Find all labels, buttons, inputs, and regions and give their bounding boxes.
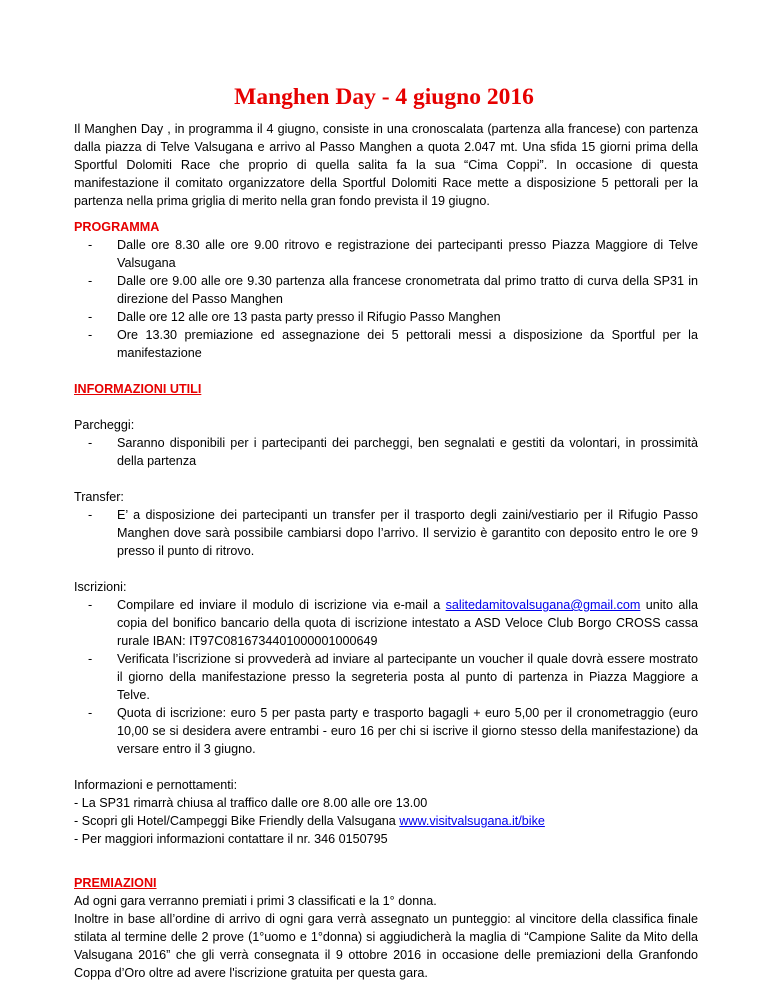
premiazioni-paragraph: Inoltre in base all’ordine di arrivo di ogni gara verrà assegnato un punteggio: al vincitore della classifica finale stilata al termine delle 2 prove (1°uomo e 1°donna) si aggiudicherà la maglia di “Campione Salite da Mito della Valsugana 2016” che gli verrà consegnata il 9 ottobre 2016 in occasione delle premiazioni della Granfondo Coppa d’Oro oltre ad avere l'iscrizione gratuita per questa gara. <box>74 912 698 980</box>
programma-item-text: Ore 13.30 premiazione ed assegnazione dei 5 pettorali messi a disposizione da Sportful per la manifestazione <box>117 328 698 360</box>
transfer-item: - E’ a disposizione dei partecipanti un transfer per il trasporto degli zaini/vestiario per il Rifugio Passo Manghen dove sarà possibile cambiarsi dopo l’arrivo. Il servizio è garantito con deposito entro le ore 9 presso il punto di ritrovo. <box>88 508 698 558</box>
transfer-item-text: E’ a disposizione dei partecipanti un transfer per il trasporto degli zaini/vestiario per il Rifugio Passo Manghen dove sarà possibile cambiarsi dopo l’arrivo. Il servizio è garantito con deposito entro le ore 9 presso il punto di ritrovo. <box>117 508 698 558</box>
pernott-line-1: - La SP31 rimarrà chiusa al traffico dalle ore 8.00 alle ore 13.00 <box>74 796 428 810</box>
premiazioni-heading: PREMIAZIONI <box>74 876 157 890</box>
transfer-label: Transfer: <box>74 490 124 504</box>
iscrizioni-item: - Compilare ed inviare il modulo di iscrizione via e-mail a salitedamitovalsugana@gmail.com unito alla copia del bonifico bancario della quota di iscrizione intestato a ASD Veloce Club Borgo CROSS cassa rurale IBAN: IT97C0816734401000001000649 <box>88 598 699 648</box>
pernott-label: Informazioni e pernottamenti: <box>74 778 238 792</box>
parcheggi-item-text: Saranno disponibili per i partecipanti dei parcheggi, ben segnalati e gestiti da volontari, in prossimità della partenza <box>117 436 698 468</box>
premiazioni-line-1: Ad ogni gara verranno premiati i primi 3 classificati e la 1° donna. <box>74 894 437 908</box>
iscrizioni-item-text: Quota di iscrizione: euro 5 per pasta party e trasporto bagagli + euro 5,00 per il cronometraggio (euro 10,00 se si desidera avere entrambi - euro 16 per chi si iscrive il giorno stesso della manifestazione) da versare entro il 3 giugno. <box>117 706 698 756</box>
iscrizioni-text-b: unito alla copia del bonifico bancario della quota di iscrizione intestato a ASD Veloce Club Borgo CROSS cassa rurale IBAN: IT97C0816734401000001000649 <box>117 598 699 648</box>
parcheggi-item: - Saranno disponibili per i partecipanti dei parcheggi, ben segnalati e gestiti da volontari, in prossimità della partenza <box>88 436 698 468</box>
info-heading: INFORMAZIONI UTILI <box>74 382 202 396</box>
iscrizioni-item: - Verificata l’iscrizione si provvederà ad inviare al partecipante un voucher il quale dovrà essere mostrato il giorno della manifestazione presso la segreteria posta al punto di partenza in Piazza Maggiore a Telve. <box>88 652 698 702</box>
programma-item: - Ore 13.30 premiazione ed assegnazione dei 5 pettorali messi a disposizione da Sportful per la manifestazione <box>88 328 698 360</box>
programma-item-text: Dalle ore 9.00 alle ore 9.30 partenza alla francese cronometrata dal primo tratto di curva della SP31 in direzione del Passo Manghen <box>117 274 698 306</box>
pernott-line-3: - Per maggiori informazioni contattare il nr. 346 0150795 <box>74 832 388 846</box>
programma-item-text: Dalle ore 8.30 alle ore 9.00 ritrovo e registrazione dei partecipanti presso Piazza Maggiore di Telve Valsugana <box>117 238 698 270</box>
programma-heading: PROGRAMMA <box>74 220 160 234</box>
iscrizioni-item-text: Verificata l’iscrizione si provvederà ad inviare al partecipante un voucher il quale dovrà essere mostrato il giorno della manifestazione presso la segreteria posta al punto di partenza in Piazza Maggiore a Telve. <box>117 652 698 702</box>
document-title: Manghen Day - 4 giugno 2016 <box>234 84 534 110</box>
iscrizioni-item-text <box>117 596 698 650</box>
parcheggi-label: Parcheggi: <box>74 418 135 432</box>
programma-item: - Dalle ore 8.30 alle ore 9.00 ritrovo e registrazione dei partecipanti presso Piazza Maggiore di Telve Valsugana <box>88 238 698 270</box>
pernott-line-2-text: - Scopri gli Hotel/Campeggi Bike Friendly della Valsugana <box>74 814 396 828</box>
email-link[interactable]: salitedamitovalsugana@gmail.com <box>445 598 641 612</box>
iscrizioni-text-a: Compilare ed inviare il modulo di iscrizione via e-mail a <box>117 598 441 612</box>
intro-paragraph: Il Manghen Day , in programma il 4 giugno, consiste in una cronoscalata (partenza alla francese) con partenza dalla piazza di Telve Valsugana e arrivo al Passo Manghen a quota 2.047 mt. Una sfida 15 giorni prima della Sportful Dolomiti Race che proprio di quella salita fa la sua “Cima Coppi”. In occasione di questa manifestazione il comitato organizzatore della Sportful Dolomiti Race mette a disposizione 5 pettorali per la partenza nella prima griglia di merito nella gran fondo prevista il 19 giugno. <box>74 122 698 208</box>
programma-item: - Dalle ore 12 alle ore 13 pasta party presso il Rifugio Passo Manghen <box>88 308 698 326</box>
visitvalsugana-link[interactable]: www.visitvalsugana.it/bike <box>399 814 545 828</box>
programma-item: - Dalle ore 9.00 alle ore 9.30 partenza alla francese cronometrata dal primo tratto di curva della SP31 in direzione del Passo Manghen <box>88 274 698 306</box>
iscrizioni-label: Iscrizioni: <box>74 580 127 594</box>
programma-item-text: Dalle ore 12 alle ore 13 pasta party presso il Rifugio Passo Manghen <box>117 310 501 324</box>
iscrizioni-item: - Quota di iscrizione: euro 5 per pasta party e trasporto bagagli + euro 5,00 per il cronometraggio (euro 10,00 se si desidera avere entrambi - euro 16 per chi si iscrive il giorno stesso della manifestazione) da versare entro il 3 giugno. <box>88 706 698 756</box>
pernott-line-2 <box>74 812 698 830</box>
